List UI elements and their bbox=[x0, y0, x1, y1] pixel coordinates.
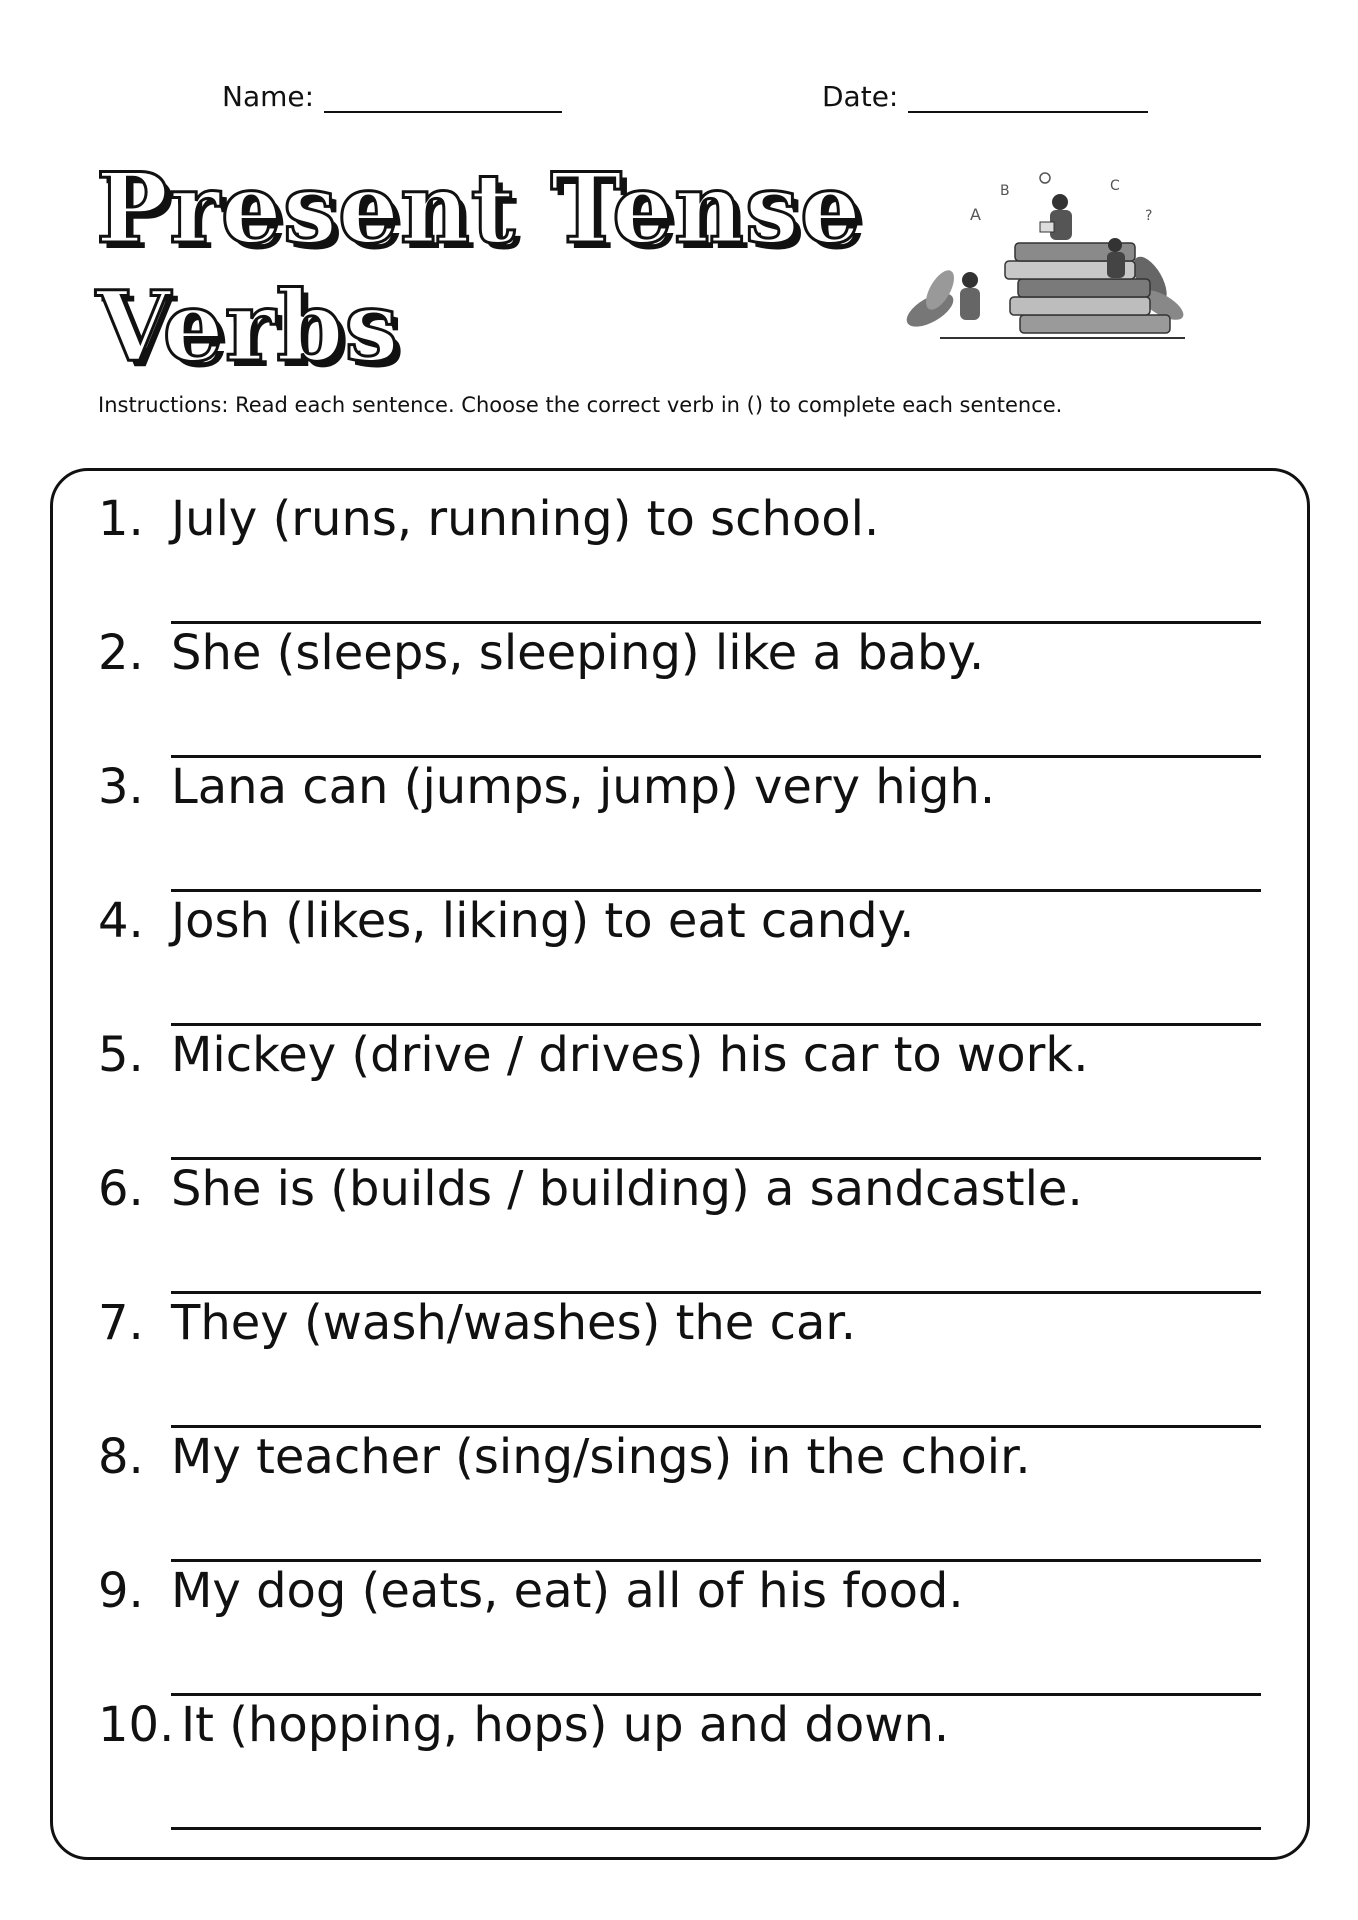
instructions-text: Instructions: Read each sentence. Choose the correct verb in () to complete each sentence. bbox=[98, 393, 1063, 417]
question-number: 1. bbox=[98, 491, 144, 547]
question-number: 10. bbox=[98, 1697, 175, 1753]
svg-text:C: C bbox=[1110, 178, 1120, 194]
question-sentence: Josh (likes, liking) to eat candy. bbox=[171, 893, 915, 949]
title-line-2: Verbs bbox=[96, 270, 400, 383]
svg-text:B: B bbox=[1000, 183, 1010, 199]
title-line-1: Present Tense bbox=[96, 152, 862, 265]
date-blank[interactable] bbox=[908, 81, 1148, 113]
question-item bbox=[53, 1543, 1307, 1677]
question-sentence: She is (builds / building) a sandcastle. bbox=[171, 1161, 1083, 1217]
date-label: Date: bbox=[822, 80, 899, 113]
question-sentence: She (sleeps, sleeping) like a baby. bbox=[171, 625, 985, 681]
question-sentence: Mickey (drive / drives) his car to work. bbox=[171, 1027, 1089, 1083]
question-item bbox=[53, 1007, 1307, 1141]
question-item bbox=[53, 739, 1307, 873]
question-item bbox=[53, 1141, 1307, 1275]
date-field bbox=[822, 80, 1148, 113]
question-sentence: Lana can (jumps, jump) very high. bbox=[171, 759, 996, 815]
question-item bbox=[53, 1409, 1307, 1543]
question-number: 3. bbox=[98, 759, 144, 815]
answer-line[interactable] bbox=[171, 1827, 1261, 1830]
question-sentence: They (wash/washes) the car. bbox=[171, 1295, 856, 1351]
worksheet-title bbox=[96, 150, 876, 386]
question-item bbox=[53, 873, 1307, 1007]
name-field bbox=[222, 80, 562, 113]
question-number: 9. bbox=[98, 1563, 144, 1619]
svg-text:?: ? bbox=[1145, 208, 1153, 224]
question-number: 4. bbox=[98, 893, 144, 949]
name-label: Name: bbox=[222, 80, 315, 113]
reading-books-illustration-icon bbox=[900, 170, 1190, 350]
question-item bbox=[53, 605, 1307, 739]
question-sentence: July (runs, running) to school. bbox=[171, 491, 880, 547]
question-number: 2. bbox=[98, 625, 144, 681]
question-number: 6. bbox=[98, 1161, 144, 1217]
question-number: 5. bbox=[98, 1027, 144, 1083]
question-number: 7. bbox=[98, 1295, 144, 1351]
question-item bbox=[53, 1275, 1307, 1409]
question-item bbox=[53, 471, 1307, 605]
name-blank[interactable] bbox=[324, 81, 562, 113]
questions-box bbox=[50, 468, 1310, 1860]
svg-text:A: A bbox=[970, 205, 981, 224]
question-sentence: My dog (eats, eat) all of his food. bbox=[171, 1563, 964, 1619]
question-item bbox=[53, 1677, 1307, 1811]
question-sentence: It (hopping, hops) up and down. bbox=[181, 1697, 950, 1753]
question-number: 8. bbox=[98, 1429, 144, 1485]
question-sentence: My teacher (sing/sings) in the choir. bbox=[171, 1429, 1031, 1485]
